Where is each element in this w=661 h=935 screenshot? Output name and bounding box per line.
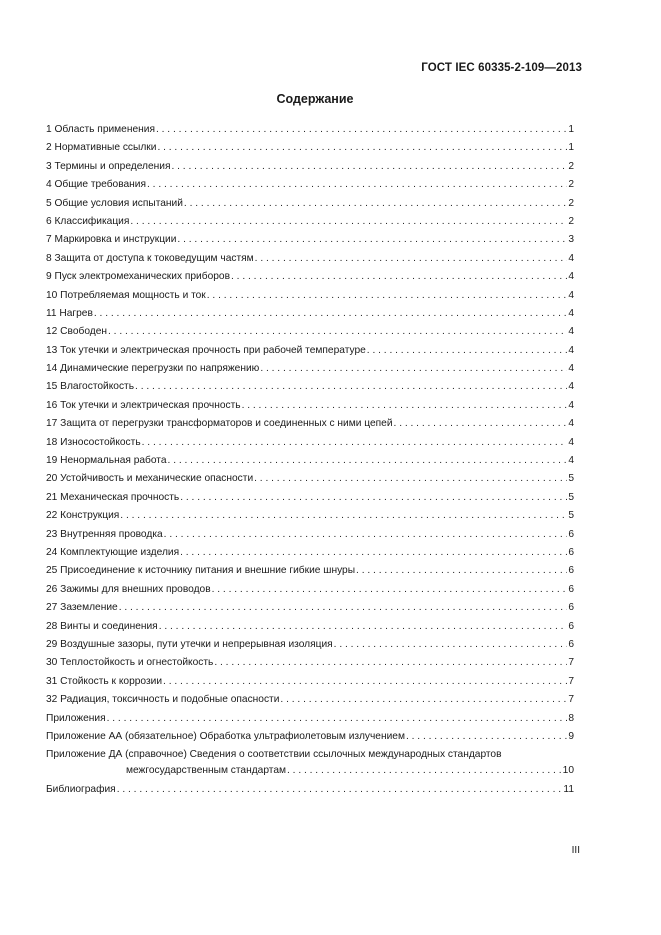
toc-entry-label: Библиография xyxy=(46,783,116,795)
toc-entry-page: 4 xyxy=(568,455,574,467)
toc-entry[interactable] xyxy=(46,290,574,308)
toc-entry-page: 7 xyxy=(568,657,574,669)
leader-dots xyxy=(260,363,567,374)
toc-entry-label: 8 Защита от доступа к токоведущим частям xyxy=(46,252,254,264)
toc-entry-page: 4 xyxy=(568,381,574,393)
toc-entry-page: 6 xyxy=(568,602,574,614)
toc-entry-page: 6 xyxy=(568,638,574,650)
toc-entry-page: 8 xyxy=(568,712,574,724)
toc-entry-page: 4 xyxy=(568,271,574,283)
leader-dots xyxy=(334,639,568,650)
leader-dots xyxy=(94,308,567,319)
toc-entry-label: 9 Пуск электромеханических приборов xyxy=(46,271,230,283)
toc-entry[interactable] xyxy=(46,234,574,252)
toc-entry-label: 30 Теплостойкость и огнестойкость xyxy=(46,657,214,669)
toc-entry-page: 4 xyxy=(568,289,574,301)
leader-dots xyxy=(163,676,567,687)
toc-entry[interactable] xyxy=(46,400,574,418)
toc-entry-label: 18 Износостойкость xyxy=(46,436,141,448)
toc-entry-bibliography[interactable] xyxy=(46,784,574,802)
leader-dots xyxy=(135,381,567,392)
leader-dots xyxy=(156,124,567,135)
leader-dots xyxy=(142,437,568,448)
toc-entry-page: 7 xyxy=(568,675,574,687)
toc-entry-label: 4 Общие требования xyxy=(46,179,147,191)
toc-entry-label: 3 Термины и определения xyxy=(46,160,171,172)
toc-entry-page: 6 xyxy=(568,620,574,632)
toc-entry-label: Приложение АА (обязательное) Обработка ультрафиолетовым излучением xyxy=(46,730,405,742)
leader-dots xyxy=(280,694,567,705)
leader-dots xyxy=(108,326,567,337)
leader-dots xyxy=(367,345,568,356)
toc-entry[interactable] xyxy=(46,602,574,620)
toc-entry-page: 7 xyxy=(568,694,574,706)
toc-entry-page: 4 xyxy=(568,252,574,264)
toc-entry-page: 6 xyxy=(568,565,574,577)
toc-entry[interactable] xyxy=(46,455,574,473)
toc-entry[interactable] xyxy=(46,510,574,528)
leader-dots xyxy=(214,657,567,668)
toc-entry[interactable] xyxy=(46,179,574,197)
toc-entry[interactable] xyxy=(46,657,574,675)
toc-entry[interactable] xyxy=(46,437,574,455)
toc-entry-page: 1 xyxy=(568,124,574,135)
toc-entry-label: 29 Воздушные зазоры, пути утечки и непрерывная изоляция xyxy=(46,638,333,650)
toc-entry[interactable] xyxy=(46,547,574,565)
leader-dots xyxy=(157,142,567,153)
toc-entry[interactable] xyxy=(46,418,574,436)
toc-entry-label: 7 Маркировка и инструкции xyxy=(46,234,177,246)
toc-entry-page: 4 xyxy=(568,363,574,375)
toc-entry-label: 5 Общие условия испытаний xyxy=(46,197,183,209)
leader-dots xyxy=(207,290,568,301)
toc-entry-label: Приложение ДА (справочное) Сведения о соответствии ссылочных международных стандартов xyxy=(46,749,502,761)
toc-entry[interactable] xyxy=(46,676,574,694)
toc-entry-page: 2 xyxy=(568,215,574,227)
page-title: Содержание xyxy=(276,92,354,106)
toc-entry-label: 26 Зажимы для внешних проводов xyxy=(46,583,211,595)
toc-entry[interactable] xyxy=(46,639,574,657)
toc-entry-label: 13 Ток утечки и электрическая прочность при рабочей температуре xyxy=(46,344,366,356)
toc-entry[interactable] xyxy=(46,142,574,160)
table-of-contents xyxy=(46,124,574,802)
toc-entry-label: 17 Защита от перегрузки трансформаторов и соединенных с ними цепей xyxy=(46,418,393,430)
toc-entry-page: 6 xyxy=(568,583,574,595)
toc-entry[interactable] xyxy=(46,363,574,381)
toc-entry[interactable] xyxy=(46,713,574,731)
toc-entry-label: 2 Нормативные ссылки xyxy=(46,142,157,154)
toc-entry-label: 28 Винты и соединения xyxy=(46,620,158,632)
toc-entry-page: 6 xyxy=(568,546,574,558)
leader-dots xyxy=(231,271,567,282)
toc-entry-label: 19 Ненормальная работа xyxy=(46,455,167,467)
leader-dots xyxy=(117,784,563,795)
toc-entry-label: 15 Влагостойкость xyxy=(46,381,135,393)
toc-entry[interactable] xyxy=(46,565,574,583)
leader-dots xyxy=(406,731,567,742)
leader-dots xyxy=(287,765,562,776)
leader-dots xyxy=(147,179,567,190)
leader-dots xyxy=(212,584,568,595)
toc-entry-label: 1 Область применения xyxy=(46,124,155,135)
toc-entry[interactable] xyxy=(46,694,574,712)
toc-entry-page: 2 xyxy=(568,160,574,172)
toc-entry-label: 6 Классификация xyxy=(46,215,130,227)
toc-entry-label: 11 Нагрев xyxy=(46,307,93,319)
toc-entry[interactable] xyxy=(46,529,574,547)
leader-dots xyxy=(159,621,568,632)
leader-dots xyxy=(184,198,567,209)
toc-entry-label: 27 Заземление xyxy=(46,602,118,614)
toc-entry-page: 5 xyxy=(568,510,574,522)
toc-entry[interactable] xyxy=(46,308,574,326)
leader-dots xyxy=(255,253,568,264)
toc-entry-page: 5 xyxy=(568,473,574,485)
toc-entry-label: 10 Потребляемая мощность и ток xyxy=(46,289,206,301)
toc-entry[interactable] xyxy=(46,584,574,602)
toc-entry[interactable] xyxy=(46,473,574,491)
toc-entry[interactable] xyxy=(46,161,574,179)
toc-entry[interactable] xyxy=(46,124,574,142)
toc-entry-page: 11 xyxy=(563,783,574,795)
leader-dots xyxy=(356,565,567,576)
toc-entry-label: Приложения xyxy=(46,712,106,724)
leader-dots xyxy=(164,529,568,540)
leader-dots xyxy=(177,234,567,245)
toc-entry-label: 20 Устойчивость и механические опасности xyxy=(46,473,254,485)
toc-entry-page: 4 xyxy=(568,326,574,338)
toc-entry-annex-da[interactable] xyxy=(46,749,574,783)
toc-entry-label: 16 Ток утечки и электрическая прочность xyxy=(46,399,241,411)
toc-entry[interactable] xyxy=(46,198,574,216)
toc-entry-label: 25 Присоединение к источнику питания и внешние гибкие шнуры xyxy=(46,565,356,577)
document-code: ГОСТ IEC 60335-2-109—2013 xyxy=(421,62,582,74)
toc-entry[interactable] xyxy=(46,492,574,510)
leader-dots xyxy=(180,492,567,503)
toc-entry[interactable] xyxy=(46,731,574,749)
leader-dots xyxy=(119,602,568,613)
toc-entry-page: 3 xyxy=(568,234,574,246)
toc-entry-page: 5 xyxy=(568,491,574,503)
toc-entry-page: 9 xyxy=(568,730,574,742)
toc-entry-page: 4 xyxy=(568,307,574,319)
toc-entry-page: 4 xyxy=(568,436,574,448)
toc-entry-label-continued: межгосударственным стандартам xyxy=(126,765,286,777)
toc-entry-page: 1 xyxy=(568,142,574,154)
toc-entry-page: 4 xyxy=(568,418,574,430)
toc-entry[interactable] xyxy=(46,326,574,344)
leader-dots xyxy=(180,547,567,558)
leader-dots xyxy=(130,216,567,227)
toc-entry-page: 2 xyxy=(568,197,574,209)
toc-entry-page: 4 xyxy=(568,399,574,411)
toc-entry-label: 14 Динамические перегрузки по напряжению xyxy=(46,363,260,375)
leader-dots xyxy=(107,713,568,724)
toc-entry-page: 4 xyxy=(568,344,574,356)
leader-dots xyxy=(394,418,568,429)
leader-dots xyxy=(120,510,567,521)
leader-dots xyxy=(254,473,567,484)
leader-dots xyxy=(171,161,567,172)
toc-entry[interactable] xyxy=(46,253,574,271)
toc-entry-page: 2 xyxy=(568,179,574,191)
toc-entry-label: 22 Конструкция xyxy=(46,510,120,522)
toc-entry-label: 32 Радиация, токсичность и подобные опасности xyxy=(46,694,280,706)
toc-entry-label: 21 Механическая прочность xyxy=(46,491,180,503)
toc-entry[interactable] xyxy=(46,621,574,639)
leader-dots xyxy=(168,455,568,466)
toc-entry-page: 6 xyxy=(568,528,574,540)
toc-entry-label: 31 Стойкость к коррозии xyxy=(46,675,163,687)
toc-entry-label: 24 Комплектующие изделия xyxy=(46,546,180,558)
toc-entry[interactable] xyxy=(46,271,574,289)
toc-entry-label: 12 Свободен xyxy=(46,326,107,338)
page-number: III xyxy=(571,845,580,856)
toc-entry-label: 23 Внутренняя проводка xyxy=(46,528,163,540)
toc-entry[interactable] xyxy=(46,381,574,399)
toc-entry-page: 10 xyxy=(562,765,574,777)
toc-entry[interactable] xyxy=(46,345,574,363)
leader-dots xyxy=(242,400,568,411)
toc-entry[interactable] xyxy=(46,216,574,234)
